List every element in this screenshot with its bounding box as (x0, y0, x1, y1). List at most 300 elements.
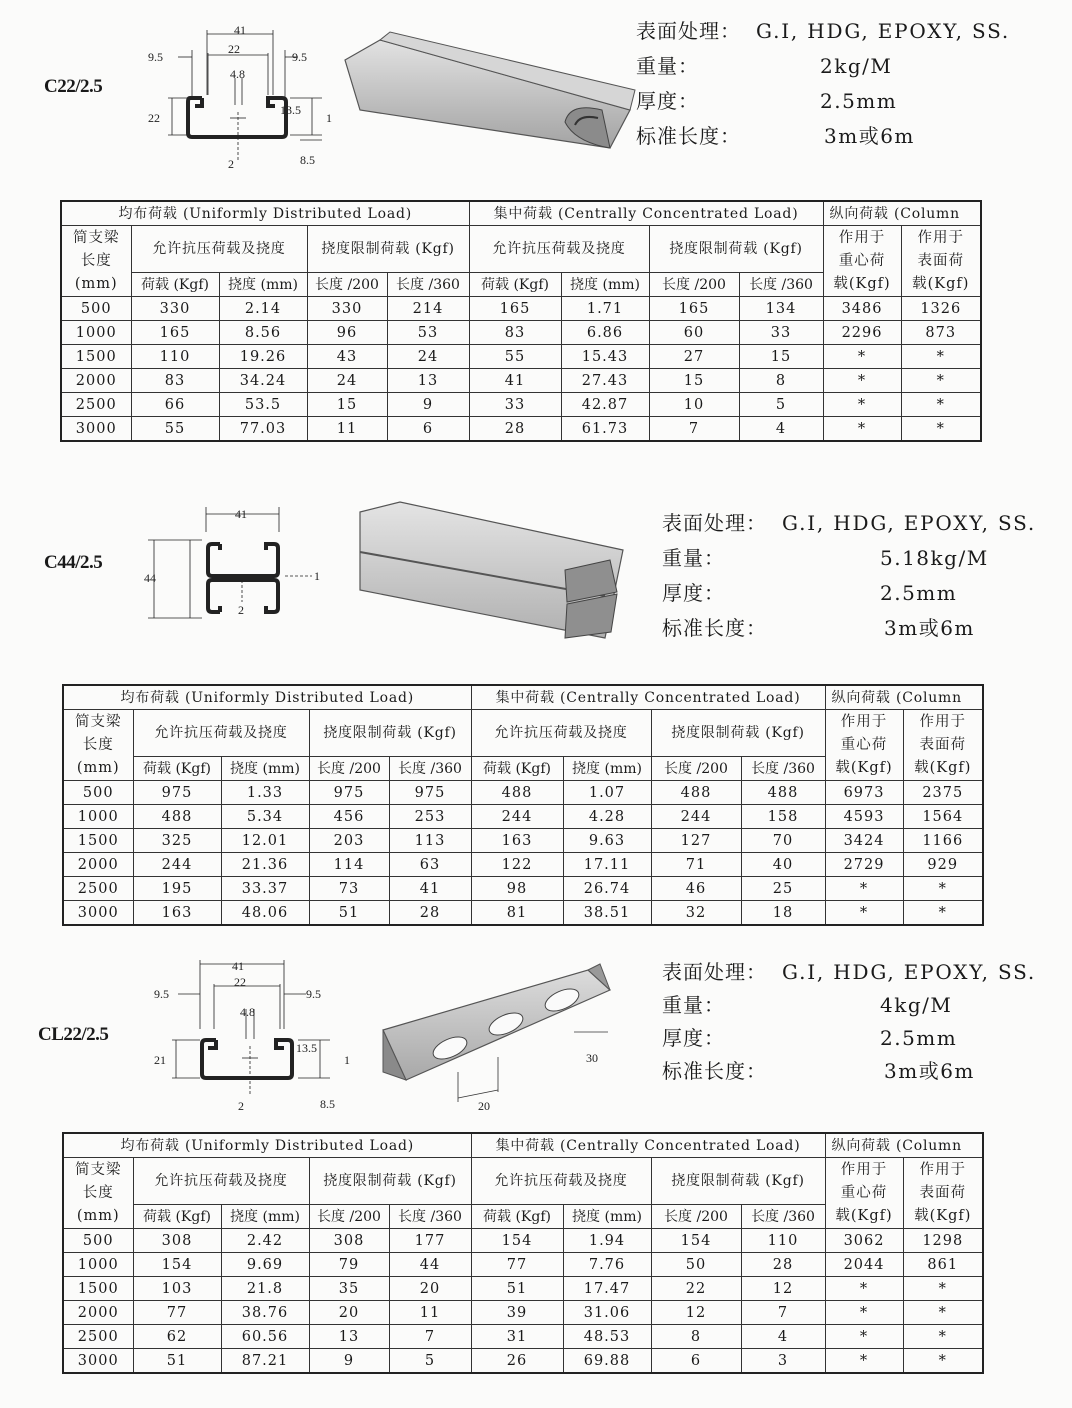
table-cell: 33 (739, 321, 823, 345)
table-cell: 4 (739, 417, 823, 442)
table-cell: 253 (389, 805, 471, 829)
table-cell: 488 (741, 781, 825, 805)
header-column: 纵向荷载 (Column (825, 685, 983, 710)
header-surface-load-line: 表面荷 (919, 1184, 967, 1201)
table-row (61, 417, 981, 442)
header-center-load-line: 载(Kgf) (833, 275, 891, 292)
table-cell: * (825, 901, 903, 926)
table-cell: 4.28 (563, 805, 651, 829)
table-cell: 1564 (903, 805, 983, 829)
model-name: CL22/2.5 (38, 1024, 109, 1045)
header-span-line: (mm) (76, 759, 120, 776)
header-udl: 均布荷载 (Uniformly Distributed Load) (61, 201, 469, 226)
table-cell: 158 (741, 805, 825, 829)
header-center-load-line: 作用于 (838, 229, 886, 246)
table-cell: 488 (133, 805, 221, 829)
dim-axis-1: 1 (344, 1053, 350, 1067)
subheader-defl_mm: 挠度 (mm) (563, 1205, 651, 1229)
subheader-load_kgf: 荷载 (Kgf) (469, 273, 561, 297)
table-cell: 873 (901, 321, 981, 345)
profile-drawing-c44 (140, 502, 340, 627)
dim-height: 44 (144, 571, 156, 585)
table-cell: 83 (469, 321, 561, 345)
table-cell: 13 (387, 369, 469, 393)
table-cell: 7 (741, 1301, 825, 1325)
thickness-value: 2.5mm (820, 89, 898, 113)
table-cell: 41 (469, 369, 561, 393)
subheader-defl_mm: 挠度 (mm) (219, 273, 307, 297)
table-cell: 5 (739, 393, 823, 417)
table-cell: 96 (307, 321, 387, 345)
table-row (63, 829, 983, 853)
dim-width: 41 (235, 507, 247, 521)
dim-inner: 13.5 (296, 1041, 317, 1055)
table-cell: 26.74 (563, 877, 651, 901)
header-udl: 均布荷载 (Uniformly Distributed Load) (63, 685, 471, 710)
table-cell: 7.76 (563, 1253, 651, 1277)
subheader-len200: 长度 /200 (309, 757, 389, 781)
table-cell: 114 (309, 853, 389, 877)
table-cell: 33 (469, 393, 561, 417)
dim-height: 21 (154, 1053, 166, 1067)
subheader-load_kgf: 荷载 (Kgf) (133, 1205, 221, 1229)
thickness-value: 2.5mm (880, 581, 958, 605)
header-column: 纵向荷载 (Column (823, 201, 981, 226)
table-cell: 12 (741, 1277, 825, 1301)
dim-slot-length: 30 (586, 1051, 598, 1065)
table-row (63, 1277, 983, 1301)
table-cell: 6 (651, 1349, 741, 1374)
table-cell: 39 (471, 1301, 563, 1325)
table-cell: 32 (651, 901, 741, 926)
subheader-load_kgf: 荷载 (Kgf) (131, 273, 219, 297)
table-row (61, 345, 981, 369)
table-cell: 27 (649, 345, 739, 369)
table-cell: 2375 (903, 781, 983, 805)
table-cell: * (825, 1277, 903, 1301)
table-cell: 50 (651, 1253, 741, 1277)
header-span (63, 1158, 133, 1229)
table-cell: * (825, 877, 903, 901)
table-cell: 53.5 (219, 393, 307, 417)
table-cell: 330 (131, 297, 219, 321)
header-surface-load (903, 1158, 983, 1229)
header-span (61, 226, 131, 297)
table-cell: 3486 (823, 297, 901, 321)
table-cell: 11 (307, 417, 387, 442)
header-allowable-ccl: 允许抗压荷载及挠度 (469, 226, 649, 273)
dim-slot: 22 (234, 975, 246, 989)
table-cell: 9 (387, 393, 469, 417)
table-cell: 165 (649, 297, 739, 321)
length-value: 3m或6m (884, 616, 975, 640)
dim-hole: 4.8 (240, 1005, 255, 1019)
table-cell: 34.24 (219, 369, 307, 393)
dim-base: 8.5 (300, 153, 315, 167)
table-cell: 2000 (63, 853, 133, 877)
table-cell: 861 (903, 1253, 983, 1277)
table-cell: 3424 (825, 829, 903, 853)
table-cell: 62 (133, 1325, 221, 1349)
profile-drawing-cl22 (148, 954, 358, 1119)
table-cell: 2500 (63, 877, 133, 901)
dim-axis-2: 2 (228, 157, 234, 171)
header-row-2 (63, 1158, 983, 1205)
channel-photo-cl22 (378, 962, 618, 1116)
table-cell: 165 (131, 321, 219, 345)
table-cell: 53 (387, 321, 469, 345)
subheader-defl_mm: 挠度 (mm) (221, 757, 309, 781)
table-cell: 40 (741, 853, 825, 877)
header-allowable-udl: 允许抗压荷载及挠度 (133, 710, 309, 757)
header-center-load-line: 载(Kgf) (835, 759, 893, 776)
dim-lip-left: 9.5 (154, 987, 169, 1001)
header-center-load-line: 载(Kgf) (835, 1207, 893, 1224)
table-row (63, 1325, 983, 1349)
header-surface-load-line: 表面荷 (917, 252, 965, 269)
table-cell: 456 (309, 805, 389, 829)
header-span-line: (mm) (76, 1207, 120, 1224)
header-deflection-limit-ccl: 挠度限制荷载 (Kgf) (651, 710, 825, 757)
length-label: 标准长度： (636, 124, 741, 148)
header-center-load-line: 作用于 (840, 713, 888, 730)
table-row (63, 781, 983, 805)
header-surface-load-line: 作用于 (917, 229, 965, 246)
table-cell: 98 (471, 877, 563, 901)
header-span-line: 长度 (80, 252, 112, 269)
table-cell: 41 (389, 877, 471, 901)
surface-label: 表面处理： (636, 19, 741, 43)
table-cell: 6 (387, 417, 469, 442)
table-cell: 15 (739, 345, 823, 369)
table-cell: 38.76 (221, 1301, 309, 1325)
table-cell: 2.14 (219, 297, 307, 321)
table-cell: 77.03 (219, 417, 307, 442)
table-cell: * (903, 1301, 983, 1325)
table-cell: 15 (649, 369, 739, 393)
table-cell: 51 (309, 901, 389, 926)
table-cell: 1.71 (561, 297, 649, 321)
header-center-load-line: 作用于 (840, 1161, 888, 1178)
dim-width: 41 (234, 23, 246, 37)
table-cell: 1.07 (563, 781, 651, 805)
table-cell: * (823, 417, 901, 442)
table-cell: 3000 (61, 417, 131, 442)
table-cell: 929 (903, 853, 983, 877)
table-cell: 66 (131, 393, 219, 417)
table-cell: 244 (471, 805, 563, 829)
table-cell: 61.73 (561, 417, 649, 442)
table-cell: * (903, 877, 983, 901)
table-cell: 6973 (825, 781, 903, 805)
weight-value: 2kg/M (820, 54, 893, 78)
header-allowable-ccl: 允许抗压荷载及挠度 (471, 1158, 651, 1205)
table-cell: 79 (309, 1253, 389, 1277)
load-table (62, 1132, 984, 1374)
table-cell: 21.8 (221, 1277, 309, 1301)
table-cell: 9 (309, 1349, 389, 1374)
table-row (63, 1229, 983, 1253)
table-cell: 103 (133, 1277, 221, 1301)
dim-inner: 13.5 (280, 103, 301, 117)
table-cell: 6.86 (561, 321, 649, 345)
header-deflection-limit-udl: 挠度限制荷载 (Kgf) (309, 1158, 471, 1205)
surface-label: 表面处理： (662, 960, 767, 984)
table-cell: 488 (651, 781, 741, 805)
table-cell: 110 (741, 1229, 825, 1253)
dim-slot-pitch: 20 (478, 1099, 490, 1112)
header-surface-load-line: 载(Kgf) (914, 1207, 972, 1224)
length-value: 3m或6m (884, 1059, 975, 1083)
table-cell: 3000 (63, 1349, 133, 1374)
table-row (63, 901, 983, 926)
table-cell: 500 (63, 781, 133, 805)
table-cell: * (901, 393, 981, 417)
table-cell: 83 (131, 369, 219, 393)
table-cell: 5.34 (221, 805, 309, 829)
table-cell: * (903, 1349, 983, 1374)
table-row (63, 1253, 983, 1277)
table-cell: 165 (469, 297, 561, 321)
subheader-len200: 长度 /200 (309, 1205, 389, 1229)
header-center-load-line: 重心荷 (840, 1184, 888, 1201)
header-span-line: 简支梁 (75, 1161, 122, 1178)
table-cell: 134 (739, 297, 823, 321)
header-deflection-limit-udl: 挠度限制荷载 (Kgf) (307, 226, 469, 273)
table-cell: 177 (389, 1229, 471, 1253)
table-cell: * (823, 393, 901, 417)
subheader-len360: 长度 /360 (741, 757, 825, 781)
table-cell: 122 (471, 853, 563, 877)
table-cell: 195 (133, 877, 221, 901)
spec-block-cl22 (662, 956, 1072, 1088)
table-cell: 70 (741, 829, 825, 853)
dim-axis-2: 2 (238, 603, 244, 617)
table-cell: 3000 (63, 901, 133, 926)
thickness-label: 厚度： (662, 1026, 725, 1050)
table-cell: 9.63 (563, 829, 651, 853)
table-cell: 17.47 (563, 1277, 651, 1301)
header-surface-load-line: 表面荷 (919, 736, 967, 753)
table-cell: 163 (471, 829, 563, 853)
table-cell: 8 (739, 369, 823, 393)
header-surface-load-line: 作用于 (919, 713, 967, 730)
table-cell: 24 (387, 345, 469, 369)
subheader-load_kgf: 荷载 (Kgf) (471, 1205, 563, 1229)
table-cell: 5 (389, 1349, 471, 1374)
table-cell: 8.56 (219, 321, 307, 345)
table-cell: 3 (741, 1349, 825, 1374)
header-center-load (823, 226, 901, 297)
table-cell: * (823, 369, 901, 393)
weight-value: 4kg/M (880, 993, 953, 1017)
header-allowable-udl: 允许抗压荷载及挠度 (133, 1158, 309, 1205)
table-cell: 9.69 (221, 1253, 309, 1277)
dim-axis-1: 1 (326, 111, 332, 125)
header-span-line: 简支梁 (73, 229, 120, 246)
table-cell: 55 (469, 345, 561, 369)
table-cell: 42.87 (561, 393, 649, 417)
table-row (61, 321, 981, 345)
header-surface-load (901, 226, 981, 297)
table-cell: 77 (133, 1301, 221, 1325)
length-label: 标准长度： (662, 1059, 767, 1083)
length-value: 3m或6m (824, 124, 915, 148)
header-row-1 (63, 1133, 983, 1158)
table-cell: 71 (651, 853, 741, 877)
table-cell: 17.11 (563, 853, 651, 877)
table-cell: 1.33 (221, 781, 309, 805)
thickness-label: 厚度： (662, 581, 725, 605)
table-cell: 12.01 (221, 829, 309, 853)
dim-width: 41 (232, 959, 244, 973)
table-cell: 22 (651, 1277, 741, 1301)
header-deflection-limit-udl: 挠度限制荷载 (Kgf) (309, 710, 471, 757)
table-cell: 1500 (61, 345, 131, 369)
channel-photo-c44 (355, 500, 625, 644)
profile-drawing-c22 (140, 20, 340, 175)
table-cell: 7 (389, 1325, 471, 1349)
table-cell: 11 (389, 1301, 471, 1325)
table-cell: 60.56 (221, 1325, 309, 1349)
table-row (63, 877, 983, 901)
table-cell: 154 (133, 1253, 221, 1277)
table-cell: 55 (131, 417, 219, 442)
table-cell: 1000 (63, 805, 133, 829)
table-cell: 2296 (823, 321, 901, 345)
subheader-len360: 长度 /360 (387, 273, 469, 297)
table-cell: 43 (307, 345, 387, 369)
table-cell: 33.37 (221, 877, 309, 901)
table-cell: 244 (133, 853, 221, 877)
table-cell: 214 (387, 297, 469, 321)
header-ccl: 集中荷载 (Centrally Concentrated Load) (471, 1133, 825, 1158)
table-cell: 3062 (825, 1229, 903, 1253)
header-row-1 (61, 201, 981, 226)
table-cell: * (823, 345, 901, 369)
table-cell: * (903, 1277, 983, 1301)
header-span-line: 简支梁 (75, 713, 122, 730)
table-cell: 110 (131, 345, 219, 369)
table-cell: 154 (651, 1229, 741, 1253)
table-cell: 203 (309, 829, 389, 853)
table-cell: 308 (133, 1229, 221, 1253)
table-cell: * (825, 1325, 903, 1349)
table-cell: * (903, 1325, 983, 1349)
table-cell: 25 (741, 877, 825, 901)
dim-lip-right: 9.5 (306, 987, 321, 1001)
table-cell: 2044 (825, 1253, 903, 1277)
model-name: C22/2.5 (44, 76, 103, 97)
header-span-line: 长度 (82, 736, 114, 753)
header-row-2 (61, 226, 981, 273)
length-label: 标准长度： (662, 616, 767, 640)
table-cell: 1000 (63, 1253, 133, 1277)
subheader-defl_mm: 挠度 (mm) (221, 1205, 309, 1229)
table-row (61, 297, 981, 321)
table-row (61, 369, 981, 393)
surface-value: G.I, HDG, EPOXY, SS. (756, 19, 1011, 43)
header-row-2 (63, 710, 983, 757)
table-cell: 18 (741, 901, 825, 926)
table-cell: 87.21 (221, 1349, 309, 1374)
table-cell: 28 (469, 417, 561, 442)
table-cell: 975 (133, 781, 221, 805)
subheader-len360: 长度 /360 (389, 1205, 471, 1229)
table-row (63, 1301, 983, 1325)
table-cell: 51 (471, 1277, 563, 1301)
table-cell: 2000 (61, 369, 131, 393)
subheader-load_kgf: 荷载 (Kgf) (471, 757, 563, 781)
table-cell: * (825, 1349, 903, 1374)
table-cell: 15 (307, 393, 387, 417)
thickness-value: 2.5mm (880, 1026, 958, 1050)
surface-label: 表面处理： (662, 511, 767, 535)
table-cell: 15.43 (561, 345, 649, 369)
table-cell: 73 (309, 877, 389, 901)
subheader-len360: 长度 /360 (389, 757, 471, 781)
table-cell: 500 (63, 1229, 133, 1253)
subheader-len200: 长度 /200 (651, 1205, 741, 1229)
table-cell: 113 (389, 829, 471, 853)
thickness-label: 厚度： (636, 89, 699, 113)
table-cell: 4 (741, 1325, 825, 1349)
table-cell: 2500 (61, 393, 131, 417)
table-cell: 10 (649, 393, 739, 417)
weight-label: 重量： (662, 993, 725, 1017)
table-cell: 488 (471, 781, 563, 805)
table-cell: 2000 (63, 1301, 133, 1325)
table-cell: 127 (651, 829, 741, 853)
table-cell: 1326 (901, 297, 981, 321)
table-cell: 4593 (825, 805, 903, 829)
header-column: 纵向荷载 (Column (825, 1133, 983, 1158)
table-cell: * (903, 901, 983, 926)
surface-value: G.I, HDG, EPOXY, SS. (782, 511, 1037, 535)
table-cell: 1298 (903, 1229, 983, 1253)
load-table (60, 200, 982, 442)
table-cell: 19.26 (219, 345, 307, 369)
table-cell: 51 (133, 1349, 221, 1374)
table-cell: 975 (309, 781, 389, 805)
dim-lip-right: 9.5 (292, 50, 307, 64)
surface-value: G.I, HDG, EPOXY, SS. (782, 960, 1037, 984)
table-cell: 21.36 (221, 853, 309, 877)
header-ccl: 集中荷载 (Centrally Concentrated Load) (471, 685, 825, 710)
table-cell: 1500 (63, 829, 133, 853)
table-cell: 244 (651, 805, 741, 829)
header-allowable-udl: 允许抗压荷载及挠度 (131, 226, 307, 273)
header-surface-load-line: 载(Kgf) (912, 275, 970, 292)
subheader-len360: 长度 /360 (739, 273, 823, 297)
table-row (63, 805, 983, 829)
table-cell: 1.94 (563, 1229, 651, 1253)
table-row (61, 393, 981, 417)
product-section-cl22 (0, 950, 1072, 1130)
dim-lip-left: 9.5 (148, 50, 163, 64)
header-surface-load (903, 710, 983, 781)
table-cell: 2729 (825, 853, 903, 877)
subheader-load_kgf: 荷载 (Kgf) (133, 757, 221, 781)
table-cell: 44 (389, 1253, 471, 1277)
table-cell: 24 (307, 369, 387, 393)
header-row-1 (63, 685, 983, 710)
table-cell: 35 (309, 1277, 389, 1301)
weight-value: 5.18kg/M (880, 546, 989, 570)
table-cell: 163 (133, 901, 221, 926)
header-deflection-limit-ccl: 挠度限制荷载 (Kgf) (651, 1158, 825, 1205)
table-cell: * (901, 345, 981, 369)
